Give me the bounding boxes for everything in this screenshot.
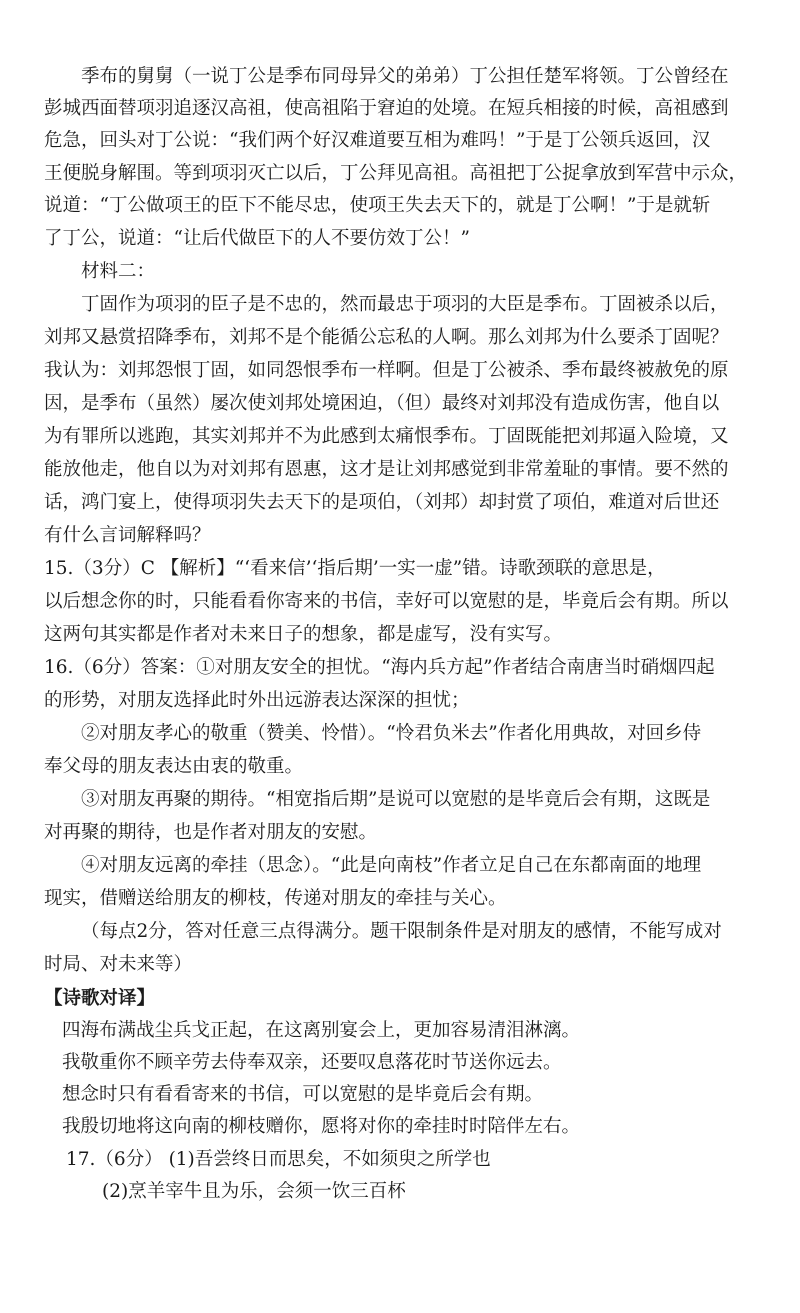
answer-15-line: 15.（3分）C 【解析】“‘看来信’‘指后期’一实一虚”错。诗歌颈联的意思是， — [44, 558, 666, 579]
paragraph-line: 危急，回头对丁公说：“我们两个好汉难道要互相为难吗！”于是丁公领兵返回，汉 — [44, 130, 711, 151]
paragraph-line: 为有罪所以逃跑，其实刘邦并不为此感到太痛恨季布。丁固既能把刘邦逼入险境，又 — [44, 426, 729, 447]
paragraph-line: 奉父母的朋友表达由衷的敬重。 — [44, 756, 304, 777]
poem-translation-heading: 【诗歌对译】 — [44, 988, 156, 1009]
paragraph-line: 说道：“丁公做项王的臣下不能尽忠，使项王失去天下的，就是丁公啊！”于是就斩 — [44, 195, 711, 216]
paragraph-line: 现实，借赠送给朋友的柳枝，传递对朋友的牵挂与关心。 — [44, 888, 507, 909]
paragraph-line: 刘邦又悬赏招降季布，刘邦不是个能循公忘私的人啊。那么刘邦为什么要杀丁固呢？ — [44, 327, 729, 348]
poem-line: 我敬重你不顾辛劳去侍奉双亲，还要叹息落花时节送你远去。 — [62, 1052, 562, 1073]
poem-line: 我殷切地将这向南的柳枝赠你，愿将对你的牵挂时时陪伴左右。 — [62, 1116, 581, 1137]
paragraph-line: 彭城西面替项羽追逐汉高祖，使高祖陷于窘迫的处境。在短兵相接的时候，高祖感到 — [44, 98, 729, 119]
answer-17-line: (2)烹羊宰牛且为乐，会须一饮三百杯 — [102, 1181, 406, 1202]
paragraph-line: 这两句其实都是作者对未来日子的想象，都是虚写，没有实写。 — [44, 624, 563, 645]
paragraph-line: 时局、对未来等） — [44, 954, 193, 975]
section-heading: 材料二： — [81, 261, 156, 282]
paragraph-line: 话，鸿门宴上，使得项羽失去天下的是项伯，（刘邦）却封赏了项伯，难道对后世还 — [44, 492, 720, 513]
paragraph-line: 因，是季布（虽然）屡次使刘邦处境困迫，（但）最终对刘邦没有造成伤害，他自以 — [44, 393, 720, 414]
poem-line: 想念时只有看看寄来的书信，可以宽慰的是毕竟后会有期。 — [62, 1084, 544, 1105]
answer-16-line: 16.（6分）答案：①对朋友安全的担忧。“海内兵方起”作者结合南唐当时硝烟四起 — [44, 657, 715, 678]
paragraph-line: 能放他走，他自以为对刘邦有恩惠，这才是让刘邦感觉到非常羞耻的事情。要不然的 — [44, 459, 729, 480]
paragraph-line: （每点2分，答对任意三点得满分。题干限制条件是对朋友的感情，不能写成对 — [81, 921, 722, 942]
paragraph-line: 王便脱身解围。等到项羽灭亡以后，丁公拜见高祖。高祖把丁公捉拿放到军营中示众， — [44, 163, 748, 184]
paragraph-line: 有什么言词解释吗？ — [44, 525, 211, 546]
paragraph-line: ④对朋友远离的牵挂（思念）。“此是向南枝”作者立足自己在东都南面的地理 — [81, 855, 702, 876]
paragraph-line: 丁固作为项羽的臣子是不忠的，然而最忠于项羽的大臣是季布。丁固被杀以后， — [81, 294, 729, 315]
poem-line: 四海布满战尘兵戈正起，在这离别宴会上，更加容易清泪淋漓。 — [62, 1020, 581, 1041]
paragraph-line: 我认为：刘邦怨恨丁固，如同怨恨季布一样啊。但是丁公被杀、季布最终被赦免的原 — [44, 360, 729, 381]
paragraph-line: ③对朋友再聚的期待。“相宽指后期”是说可以宽慰的是毕竟后会有期，这既是 — [81, 789, 711, 810]
paragraph-line: 的形势，对朋友选择此时外出远游表达深深的担忧； — [44, 690, 470, 711]
paragraph-line: 了丁公，说道：“让后代做臣下的人不要仿效丁公！” — [44, 228, 470, 249]
answer-17-line: 17.（6分） (1)吾尝终日而思矣，不如须臾之所学也 — [66, 1149, 491, 1170]
paragraph-line: 对再聚的期待，也是作者对朋友的安慰。 — [44, 822, 378, 843]
paragraph-line: 以后想念你的时，只能看看你寄来的书信，幸好可以宽慰的是，毕竟后会有期。所以 — [44, 591, 729, 612]
paragraph-line: 季布的舅舅（一说丁公是季布同母异父的弟弟）丁公担任楚军将领。丁公曾经在 — [81, 66, 729, 87]
paragraph-line: ②对朋友孝心的敬重（赞美、怜惜）。“怜君负米去”作者化用典故，对回乡侍 — [81, 723, 702, 744]
